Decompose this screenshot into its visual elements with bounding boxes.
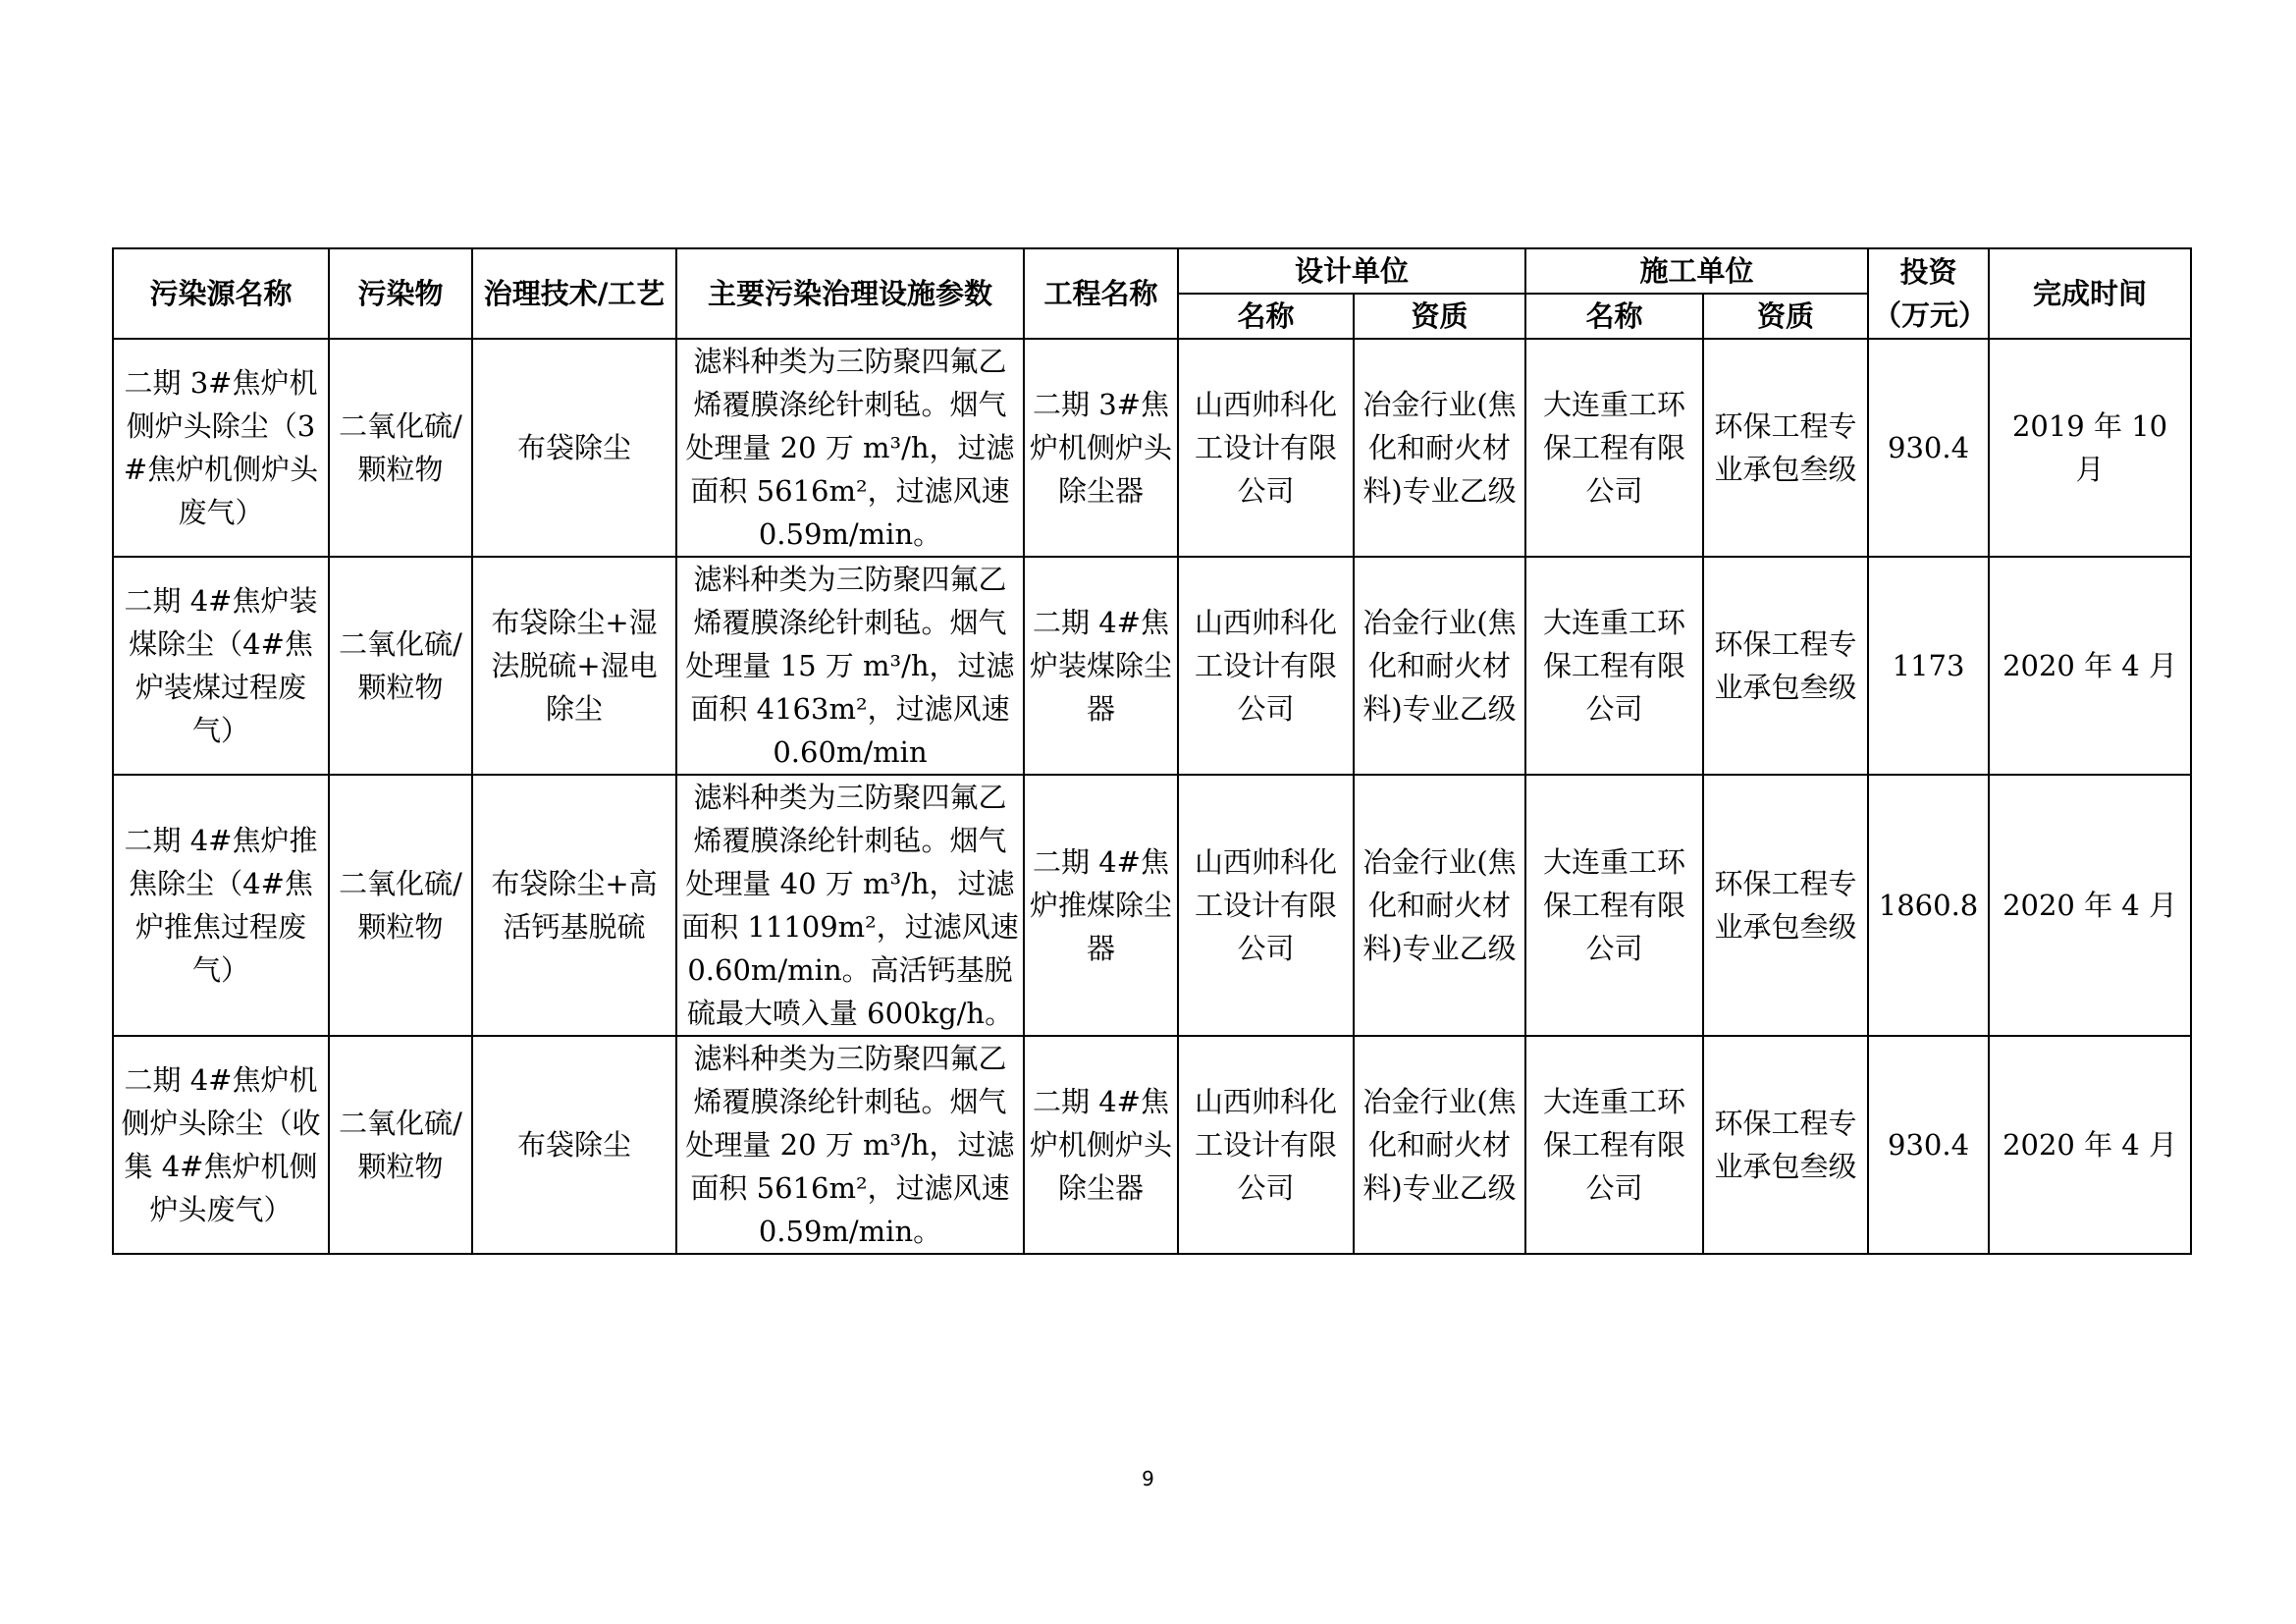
cell-project: 二期 4#焦炉机侧炉头除尘器: [1024, 1036, 1178, 1254]
header-design-name: 名称: [1178, 294, 1354, 339]
header-source: 污染源名称: [113, 248, 329, 339]
cell-technology: 布袋除尘: [472, 339, 676, 557]
cell-design-name: 山西帅科化工设计有限公司: [1178, 339, 1354, 557]
header-construction-name: 名称: [1525, 294, 1703, 339]
cell-design-qualification: 冶金行业(焦化和耐火材料)专业乙级: [1354, 339, 1525, 557]
cell-completion: 2019 年 10 月: [1989, 339, 2191, 557]
cell-project: 二期 4#焦炉装煤除尘器: [1024, 557, 1178, 775]
cell-construction-qualification: 环保工程专业承包叁级: [1703, 557, 1868, 775]
cell-construction-qualification: 环保工程专业承包叁级: [1703, 339, 1868, 557]
header-completion: 完成时间: [1989, 248, 2191, 339]
cell-params: 滤料种类为三防聚四氟乙烯覆膜涤纶针刺毡。烟气处理量 40 万 m³/h，过滤面积 11109m²，过滤风速 0.60m/min。高活钙基脱硫最大喷入量 600kg/h。: [676, 775, 1024, 1036]
header-pollutant: 污染物: [329, 248, 472, 339]
cell-source: 二期 3#焦炉机侧炉头除尘（3#焦炉机侧炉头废气）: [113, 339, 329, 557]
cell-completion: 2020 年 4 月: [1989, 1036, 2191, 1254]
cell-project: 二期 3#焦炉机侧炉头除尘器: [1024, 339, 1178, 557]
cell-source: 二期 4#焦炉推焦除尘（4#焦炉推焦过程废气）: [113, 775, 329, 1036]
cell-design-name: 山西帅科化工设计有限公司: [1178, 1036, 1354, 1254]
cell-construction-name: 大连重工环保工程有限公司: [1525, 339, 1703, 557]
cell-params: 滤料种类为三防聚四氟乙烯覆膜涤纶针刺毡。烟气处理量 20 万 m³/h，过滤面积 5616m²，过滤风速 0.59m/min。: [676, 1036, 1024, 1254]
cell-construction-name: 大连重工环保工程有限公司: [1525, 775, 1703, 1036]
cell-design-qualification: 冶金行业(焦化和耐火材料)专业乙级: [1354, 775, 1525, 1036]
cell-technology: 布袋除尘+湿法脱硫+湿电除尘: [472, 557, 676, 775]
cell-construction-name: 大连重工环保工程有限公司: [1525, 1036, 1703, 1254]
cell-source: 二期 4#焦炉装煤除尘（4#焦炉装煤过程废气）: [113, 557, 329, 775]
cell-investment: 930.4: [1868, 339, 1989, 557]
header-construction-unit: 施工单位: [1525, 248, 1868, 294]
cell-design-name: 山西帅科化工设计有限公司: [1178, 775, 1354, 1036]
header-project: 工程名称: [1024, 248, 1178, 339]
table-row: [113, 557, 2191, 775]
cell-pollutant: 二氧化硫/颗粒物: [329, 775, 472, 1036]
cell-completion: 2020 年 4 月: [1989, 557, 2191, 775]
cell-construction-qualification: 环保工程专业承包叁级: [1703, 775, 1868, 1036]
header-design-qualification: 资质: [1354, 294, 1525, 339]
header-design-unit: 设计单位: [1178, 248, 1525, 294]
cell-investment: 930.4: [1868, 1036, 1989, 1254]
header-investment: 投资 （万元）: [1868, 248, 1989, 339]
table-row: [113, 339, 2191, 557]
cell-params: 滤料种类为三防聚四氟乙烯覆膜涤纶针刺毡。烟气处理量 20 万 m³/h，过滤面积 5616m²，过滤风速 0.59m/min。: [676, 339, 1024, 557]
cell-project: 二期 4#焦炉推煤除尘器: [1024, 775, 1178, 1036]
page-number: 9: [1142, 1467, 1154, 1490]
cell-technology: 布袋除尘: [472, 1036, 676, 1254]
table-row: [113, 1036, 2191, 1254]
cell-design-qualification: 冶金行业(焦化和耐火材料)专业乙级: [1354, 557, 1525, 775]
cell-pollutant: 二氧化硫/颗粒物: [329, 1036, 472, 1254]
cell-source: 二期 4#焦炉机侧炉头除尘（收集 4#焦炉机侧炉头废气）: [113, 1036, 329, 1254]
cell-technology: 布袋除尘+高活钙基脱硫: [472, 775, 676, 1036]
header-params: 主要污染治理设施参数: [676, 248, 1024, 339]
pollution-control-table: [112, 247, 2192, 1255]
header-row-top: [113, 248, 2191, 294]
cell-investment: 1173: [1868, 557, 1989, 775]
cell-construction-name: 大连重工环保工程有限公司: [1525, 557, 1703, 775]
cell-design-qualification: 冶金行业(焦化和耐火材料)专业乙级: [1354, 1036, 1525, 1254]
cell-completion: 2020 年 4 月: [1989, 775, 2191, 1036]
cell-construction-qualification: 环保工程专业承包叁级: [1703, 1036, 1868, 1254]
cell-investment: 1860.8: [1868, 775, 1989, 1036]
cell-params: 滤料种类为三防聚四氟乙烯覆膜涤纶针刺毡。烟气处理量 15 万 m³/h，过滤面积 4163m²，过滤风速 0.60m/min: [676, 557, 1024, 775]
cell-pollutant: 二氧化硫/颗粒物: [329, 339, 472, 557]
header-construction-qualification: 资质: [1703, 294, 1868, 339]
table-row: [113, 775, 2191, 1036]
cell-pollutant: 二氧化硫/颗粒物: [329, 557, 472, 775]
cell-design-name: 山西帅科化工设计有限公司: [1178, 557, 1354, 775]
header-technology: 治理技术/工艺: [472, 248, 676, 339]
